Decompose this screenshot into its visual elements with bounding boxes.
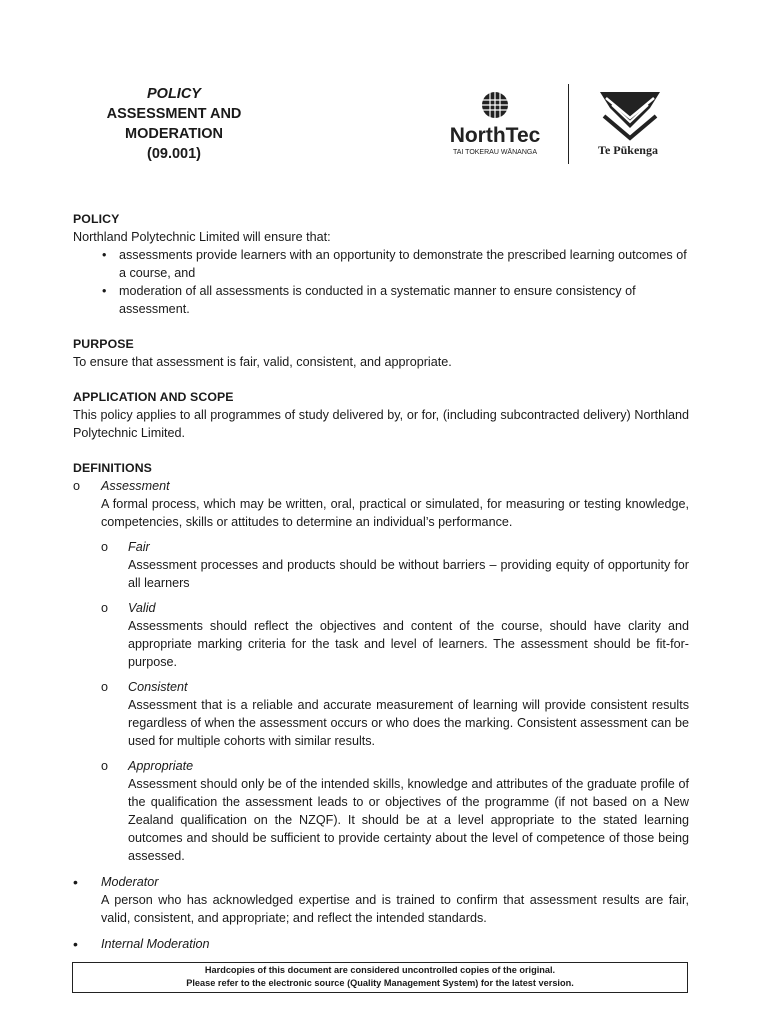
- circle-bullet-icon: o: [101, 680, 109, 694]
- definition-fair: [73, 538, 689, 592]
- policy-bullet-text: assessments provide learners with an opportunity to demonstrate the prescribed learning outcomes of a course, and: [119, 248, 687, 280]
- policy-content: [73, 210, 689, 953]
- bullet-icon: •: [102, 248, 107, 262]
- te-pukenga-logo: [590, 90, 670, 160]
- title-line-3: MODERATION: [124, 126, 223, 142]
- definition-text: A person who has acknowledged expertise and is trained to confirm that assessment results are fair, valid, consistent, and appropriate; and reflect the intended standards.: [101, 893, 689, 925]
- circle-bullet-icon: o: [101, 540, 109, 554]
- circle-bullet-icon: o: [101, 759, 109, 773]
- definition-term: Valid: [128, 601, 156, 615]
- definitions-heading: DEFINITIONS: [73, 461, 152, 475]
- definition-term: Assessment: [101, 479, 170, 493]
- purpose-heading: PURPOSE: [73, 337, 134, 351]
- definition-text: Assessment processes and products should be without barriers – providing equity of opportunity for all learners: [128, 558, 689, 590]
- bullet-icon: •: [73, 874, 78, 890]
- policy-intro: Northland Polytechnic Limited will ensure that:: [73, 230, 331, 244]
- northtec-logo-subtext: TAI TOKERAU WĀNANGA: [452, 149, 538, 156]
- definition-internal-moderation: [73, 935, 689, 953]
- definition-valid: [73, 599, 689, 671]
- logo-divider: [568, 84, 569, 164]
- definition-term: Consistent: [128, 680, 188, 694]
- bullet-icon: •: [102, 284, 107, 298]
- title-line-1: POLICY: [147, 86, 201, 102]
- title-line-2: ASSESSMENT AND: [106, 106, 242, 122]
- definition-term: Internal Moderation: [101, 937, 210, 951]
- scope-heading: APPLICATION AND SCOPE: [73, 390, 234, 404]
- definition-term: Moderator: [101, 875, 159, 889]
- footer-line-1: Hardcopies of this document are considered uncontrolled copies of the original.: [204, 965, 556, 975]
- bullet-icon: •: [73, 936, 78, 952]
- purpose-text: To ensure that assessment is fair, valid, consistent, and appropriate.: [73, 355, 452, 369]
- title-line-4: (09.001): [146, 146, 201, 162]
- policy-heading: POLICY: [73, 212, 120, 226]
- definition-term: Appropriate: [128, 759, 194, 773]
- northtec-logo-text: NorthTec: [449, 124, 541, 147]
- definition-text: Assessments should reflect the objectives and content of the course, should have clarity and appropriate marking criteria for the task and level of learners. The assessment should be fit-for-purpose.: [128, 619, 689, 669]
- definition-moderator: [73, 873, 689, 927]
- definition-text: Assessment that is a reliable and accurate measurement of learning will provide consistent results regardless of when the assessment occurs or who does the marking. Consistent assessment can be used for multiple cohorts with similar results.: [128, 698, 689, 748]
- definition-text: A formal process, which may be written, oral, practical or simulated, for measuring or testing knowledge, competencies, skills or attitudes to determine an individual’s performance.: [101, 497, 689, 529]
- definition-appropriate: [73, 757, 689, 865]
- northtec-logo: [440, 90, 550, 160]
- circle-bullet-icon: o: [73, 479, 81, 493]
- definition-term: Fair: [128, 540, 150, 554]
- scope-text: This policy applies to all programmes of study delivered by, or for, (including subcontracted delivery) Northland Polytechnic Limited.: [73, 408, 689, 440]
- definition-consistent: [73, 678, 689, 750]
- document-title: [94, 84, 254, 164]
- footer-notice: [72, 962, 688, 993]
- definition-text: Assessment should only be of the intended skills, knowledge and attributes of the graduate profile of the qualification the assessment leads to or objectives of the programme (if not based on a New Zealand qualification on the NZQF). It should be at a level appropriate to the stated learning outcomes and should be sufficient to provide certainty about the level of competence of those being assessed.: [128, 777, 689, 863]
- definition-assessment: [73, 477, 689, 531]
- northtec-emblem-icon: [440, 90, 550, 160]
- te-pukenga-logo-text: Te Pūkenga: [598, 143, 658, 157]
- te-pukenga-emblem-icon: [590, 90, 670, 160]
- policy-bullet: [73, 282, 689, 318]
- footer-line-2: Please refer to the electronic source (Quality Management System) for the latest version.: [186, 978, 574, 988]
- policy-bullet-text: moderation of all assessments is conducted in a systematic manner to ensure consistency of assessment.: [119, 284, 636, 316]
- circle-bullet-icon: o: [101, 601, 109, 615]
- policy-bullet: [73, 246, 689, 282]
